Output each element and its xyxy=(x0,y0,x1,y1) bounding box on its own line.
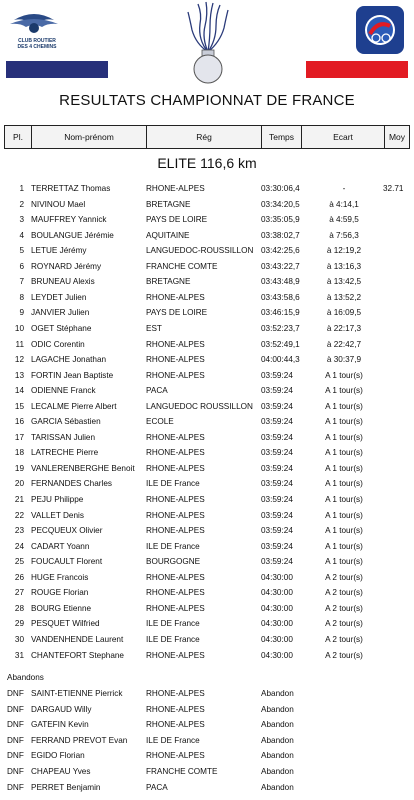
place-cell: 27 xyxy=(14,588,24,598)
status-cell: Abandon xyxy=(261,735,294,745)
name-cell: GARCIA Sébastien xyxy=(31,417,101,427)
table-row xyxy=(0,212,414,227)
table-row xyxy=(0,414,414,429)
gap-cell: à 13:52,2 xyxy=(326,292,362,302)
name-cell: FOUCAULT Florent xyxy=(31,557,103,567)
name-cell: JANVIER Julien xyxy=(31,308,90,318)
grenade-emblem-icon xyxy=(180,0,236,86)
place-cell: DNF xyxy=(7,782,24,792)
time-cell: 03:59:24 xyxy=(261,417,293,427)
dnf-row xyxy=(0,764,414,779)
name-cell: FERRAND PREVOT Evan xyxy=(31,735,128,745)
category-title: ELITE 116,6 km xyxy=(157,155,257,171)
place-cell: 12 xyxy=(14,355,24,365)
gap-cell: A 1 tour(s) xyxy=(325,432,363,442)
red-band xyxy=(306,61,408,78)
region-cell: RHONE-ALPES xyxy=(146,572,205,582)
name-cell: SAINT-ETIENNE Pierrick xyxy=(31,689,123,698)
gap-cell: à 13:42,5 xyxy=(326,277,362,287)
place-cell: 14 xyxy=(14,386,24,396)
name-cell: TARISSAN Julien xyxy=(31,432,96,442)
gap-cell: A 2 tour(s) xyxy=(325,603,363,613)
region-cell: ILE DE France xyxy=(146,541,200,551)
table-row xyxy=(0,383,414,398)
name-cell: GATEFIN Kevin xyxy=(31,720,89,730)
dnf-row xyxy=(0,702,414,717)
region-cell: RHONE-ALPES xyxy=(146,689,205,698)
gap-cell: A 2 tour(s) xyxy=(325,634,363,644)
gap-cell: A 2 tour(s) xyxy=(325,619,363,629)
place-cell: 10 xyxy=(14,323,24,333)
table-row xyxy=(0,632,414,647)
dnf-row xyxy=(0,686,414,701)
name-cell: ODIENNE Franck xyxy=(31,386,96,396)
place-cell: DNF xyxy=(7,767,24,776)
time-cell: 03:59:24 xyxy=(261,432,293,442)
place-cell: DNF xyxy=(7,720,24,730)
column-header-place: Pl. xyxy=(4,126,31,148)
gap-cell: A 1 tour(s) xyxy=(325,370,363,380)
gap-cell: A 1 tour(s) xyxy=(325,479,363,489)
gap-cell: à 7:56,3 xyxy=(329,230,359,240)
place-cell: 1 xyxy=(19,184,24,193)
table-row xyxy=(0,461,414,476)
status-cell: Abandon xyxy=(261,767,294,776)
region-cell: RHONE-ALPES xyxy=(146,603,205,613)
region-cell: PACA xyxy=(146,386,168,396)
place-cell: DNF xyxy=(7,735,24,745)
table-row xyxy=(0,601,414,616)
name-cell: EGIDO Florian xyxy=(31,751,85,761)
gap-cell: à 4:59,5 xyxy=(329,215,359,225)
dnf-row xyxy=(0,717,414,732)
region-cell: BRETAGNE xyxy=(146,277,191,287)
name-cell: HUGE Francois xyxy=(31,572,89,582)
name-cell: VANLERENBERGHE Benoit xyxy=(31,463,135,473)
time-cell: 04:30:00 xyxy=(261,650,293,660)
status-cell: Abandon xyxy=(261,704,294,714)
table-row xyxy=(0,430,414,445)
gap-cell: A 1 tour(s) xyxy=(325,386,363,396)
time-cell: 03:38:02,7 xyxy=(261,230,300,240)
time-cell: 03:59:24 xyxy=(261,557,293,567)
name-cell: ROUGE Florian xyxy=(31,588,89,598)
gap-cell: A 2 tour(s) xyxy=(325,572,363,582)
region-cell: RHONE-ALPES xyxy=(146,184,205,193)
region-cell: AQUITAINE xyxy=(146,230,190,240)
table-row xyxy=(0,508,414,523)
place-cell: 25 xyxy=(14,557,24,567)
table-row xyxy=(0,259,414,274)
place-cell: 31 xyxy=(14,650,24,660)
table-row xyxy=(0,554,414,569)
table-row xyxy=(0,197,414,212)
name-cell: PECQUEUX Olivier xyxy=(31,526,103,536)
region-cell: RHONE-ALPES xyxy=(146,432,205,442)
region-cell: RHONE-ALPES xyxy=(146,495,205,504)
place-cell: 17 xyxy=(14,432,24,442)
place-cell: 15 xyxy=(14,401,24,411)
region-cell: RHONE-ALPES xyxy=(146,370,205,380)
dnf-row xyxy=(0,748,414,763)
gap-cell: à 30:37,9 xyxy=(326,355,362,365)
region-cell: RHONE-ALPES xyxy=(146,510,205,520)
place-cell: 28 xyxy=(14,603,24,613)
status-cell: Abandon xyxy=(261,720,294,730)
gap-cell: A 2 tour(s) xyxy=(325,650,363,660)
name-cell: CHAPEAU Yves xyxy=(31,767,91,776)
region-cell: BOURGOGNE xyxy=(146,557,201,567)
place-cell: 22 xyxy=(14,510,24,520)
gap-cell: A 1 tour(s) xyxy=(325,448,363,458)
region-cell: ILE DE France xyxy=(146,479,200,489)
name-cell: TERRETTAZ Thomas xyxy=(31,184,111,193)
place-cell: 20 xyxy=(14,479,24,489)
place-cell: 26 xyxy=(14,572,24,582)
name-cell: BOURG Etienne xyxy=(31,603,92,613)
column-header-region: Rég xyxy=(146,126,261,148)
time-cell: 03:43:22,7 xyxy=(261,261,300,271)
name-cell: FERNANDES Charles xyxy=(31,479,112,489)
time-cell: 03:59:24 xyxy=(261,370,293,380)
place-cell: 18 xyxy=(14,448,24,458)
name-cell: DARGAUD Willy xyxy=(31,704,92,714)
table-row xyxy=(0,399,414,414)
name-cell: FORTIN Jean Baptiste xyxy=(31,370,114,380)
place-cell: 9 xyxy=(19,308,24,318)
name-cell: VALLET Denis xyxy=(31,510,84,520)
place-cell: 5 xyxy=(19,246,24,256)
region-cell: LANGUEDOC-ROUSSILLON xyxy=(146,246,254,256)
region-cell: PAYS DE LOIRE xyxy=(146,215,208,225)
name-cell: MAUFFREY Yannick xyxy=(31,215,107,225)
gap-cell: A 1 tour(s) xyxy=(325,495,363,504)
table-row xyxy=(0,539,414,554)
time-cell: 03:59:24 xyxy=(261,479,293,489)
gap-cell: à 12:19,2 xyxy=(326,246,362,256)
status-cell: Abandon xyxy=(261,751,294,761)
name-cell: PESQUET Wilfried xyxy=(31,619,100,629)
place-cell: 2 xyxy=(19,199,24,209)
time-cell: 04:30:00 xyxy=(261,603,293,613)
place-cell: 30 xyxy=(14,634,24,644)
time-cell: 03:52:23,7 xyxy=(261,323,300,333)
region-cell: BRETAGNE xyxy=(146,199,191,209)
place-cell: DNF xyxy=(7,751,24,761)
name-cell: CADART Yoann xyxy=(31,541,90,551)
gap-cell: A 1 tour(s) xyxy=(325,401,363,411)
time-cell: 03:59:24 xyxy=(261,526,293,536)
place-cell: 16 xyxy=(14,417,24,427)
time-cell: 03:43:48,9 xyxy=(261,277,300,287)
gap-cell: à 22:17,3 xyxy=(326,323,362,333)
time-cell: 03:59:24 xyxy=(261,448,293,458)
name-cell: BRUNEAU Alexis xyxy=(31,277,95,287)
name-cell: LECALME Pierre Albert xyxy=(31,401,117,411)
place-cell: 3 xyxy=(19,215,24,225)
place-cell: 11 xyxy=(15,339,24,349)
time-cell: 03:59:24 xyxy=(261,541,293,551)
page-title: RESULTATS CHAMPIONNAT DE FRANCE xyxy=(59,92,355,109)
table-row xyxy=(0,352,414,367)
region-cell: ILE DE France xyxy=(146,634,200,644)
table-row xyxy=(0,181,414,196)
gap-cell: à 22:42,7 xyxy=(326,339,362,349)
abandons-label: Abandons xyxy=(7,673,44,682)
region-cell: RHONE-ALPES xyxy=(146,292,205,302)
club-name-text: CLUB ROUTIER DES 4 CHEMINS xyxy=(17,38,57,50)
gap-cell: A 1 tour(s) xyxy=(325,463,363,473)
region-cell: RHONE-ALPES xyxy=(146,751,205,761)
region-cell: RHONE-ALPES xyxy=(146,720,205,730)
place-cell: 4 xyxy=(19,230,24,240)
gap-cell: A 2 tour(s) xyxy=(325,588,363,598)
gap-cell: A 1 tour(s) xyxy=(325,526,363,536)
place-cell: 6 xyxy=(19,261,24,271)
table-row xyxy=(0,368,414,383)
table-row xyxy=(0,476,414,491)
name-cell: LATRECHE Pierre xyxy=(31,448,99,458)
region-cell: RHONE-ALPES xyxy=(146,704,205,714)
document-header xyxy=(0,0,414,90)
blue-band xyxy=(6,61,108,78)
column-header-time: Temps xyxy=(261,126,301,148)
gap-cell: à 16:09,5 xyxy=(326,308,362,318)
column-header-name: Nom-prénom xyxy=(31,126,146,148)
time-cell: 03:46:15,9 xyxy=(261,308,300,318)
region-cell: FRANCHE COMTE xyxy=(146,767,218,776)
name-cell: CHANTEFORT Stephane xyxy=(31,650,124,660)
time-cell: 03:52:49,1 xyxy=(261,339,300,349)
table-header xyxy=(4,125,410,149)
status-cell: Abandon xyxy=(261,782,294,792)
gap-cell: A 1 tour(s) xyxy=(325,557,363,567)
region-cell: RHONE-ALPES xyxy=(146,355,205,365)
region-cell: RHONE-ALPES xyxy=(146,339,205,349)
time-cell: 03:34:20,5 xyxy=(261,199,300,209)
time-cell: 04:00:44,3 xyxy=(261,355,300,365)
place-cell: 13 xyxy=(14,370,24,380)
time-cell: 03:43:58,6 xyxy=(261,292,300,302)
place-cell: 24 xyxy=(14,541,24,551)
gap-cell: à 13:16,3 xyxy=(326,261,362,271)
average-cell: 32.71 xyxy=(383,184,404,193)
gap-cell: A 1 tour(s) xyxy=(325,510,363,520)
region-cell: RHONE-ALPES xyxy=(146,463,205,473)
table-row xyxy=(0,492,414,507)
table-row xyxy=(0,290,414,305)
place-cell: 21 xyxy=(14,495,24,504)
name-cell: LEYDET Julien xyxy=(31,292,87,302)
region-cell: EST xyxy=(146,323,162,333)
name-cell: PEJU Philippe xyxy=(31,495,84,504)
time-cell: 03:59:24 xyxy=(261,495,293,504)
table-row xyxy=(0,445,414,460)
name-cell: VANDENHENDE Laurent xyxy=(31,634,124,644)
place-cell: DNF xyxy=(7,704,24,714)
gap-cell: A 1 tour(s) xyxy=(325,541,363,551)
table-row xyxy=(0,274,414,289)
table-row xyxy=(0,616,414,631)
name-cell: LAGACHE Jonathan xyxy=(31,355,107,365)
time-cell: 03:59:24 xyxy=(261,463,293,473)
federation-logo xyxy=(354,4,406,56)
table-row xyxy=(0,570,414,585)
column-header-gap: Ecart xyxy=(301,126,384,148)
time-cell: 03:42:25,6 xyxy=(261,246,300,256)
region-cell: LANGUEDOC ROUSSILLON xyxy=(146,401,253,411)
region-cell: FRANCHE COMTE xyxy=(146,261,218,271)
place-cell: 19 xyxy=(14,463,24,473)
time-cell: 04:30:00 xyxy=(261,572,293,582)
name-cell: ROYNARD Jérémy xyxy=(31,261,102,271)
place-cell: 7 xyxy=(19,277,24,287)
table-row xyxy=(0,228,414,243)
gap-cell: A 1 tour(s) xyxy=(325,417,363,427)
name-cell: OGET Stéphane xyxy=(31,323,92,333)
place-cell: DNF xyxy=(7,689,24,698)
table-row xyxy=(0,648,414,663)
name-cell: BOULANGUE Jérémie xyxy=(31,230,114,240)
gap-cell: - xyxy=(342,184,346,193)
time-cell: 03:35:05,9 xyxy=(261,215,300,225)
region-cell: PACA xyxy=(146,782,168,792)
table-row xyxy=(0,305,414,320)
region-cell: PAYS DE LOIRE xyxy=(146,308,208,318)
gap-cell: à 4:14,1 xyxy=(329,199,359,209)
dnf-row xyxy=(0,780,414,795)
name-cell: ODIC Corentin xyxy=(31,339,85,349)
region-cell: RHONE-ALPES xyxy=(146,588,205,598)
name-cell: LETUE Jérémy xyxy=(31,246,87,256)
table-row xyxy=(0,523,414,538)
place-cell: 29 xyxy=(14,619,24,629)
region-cell: ILE DE France xyxy=(146,735,200,745)
region-cell: RHONE-ALPES xyxy=(146,650,205,660)
table-row xyxy=(0,243,414,258)
time-cell: 03:30:06,4 xyxy=(261,184,300,193)
table-row xyxy=(0,337,414,352)
dnf-row xyxy=(0,733,414,748)
table-row xyxy=(0,585,414,600)
region-cell: RHONE-ALPES xyxy=(146,526,205,536)
region-cell: ECOLE xyxy=(146,417,174,427)
name-cell: PERRET Benjamin xyxy=(31,782,101,792)
status-cell: Abandon xyxy=(261,689,294,698)
place-cell: 23 xyxy=(14,526,24,536)
table-row xyxy=(0,321,414,336)
time-cell: 03:59:24 xyxy=(261,510,293,520)
column-header-average: Moy xyxy=(384,126,410,148)
name-cell: NIVINOU Mael xyxy=(31,199,86,209)
time-cell: 03:59:24 xyxy=(261,401,293,411)
time-cell: 03:59:24 xyxy=(261,386,293,396)
time-cell: 04:30:00 xyxy=(261,619,293,629)
region-cell: RHONE-ALPES xyxy=(146,448,205,458)
place-cell: 8 xyxy=(19,292,24,302)
region-cell: ILE DE France xyxy=(146,619,200,629)
time-cell: 04:30:00 xyxy=(261,634,293,644)
time-cell: 04:30:00 xyxy=(261,588,293,598)
